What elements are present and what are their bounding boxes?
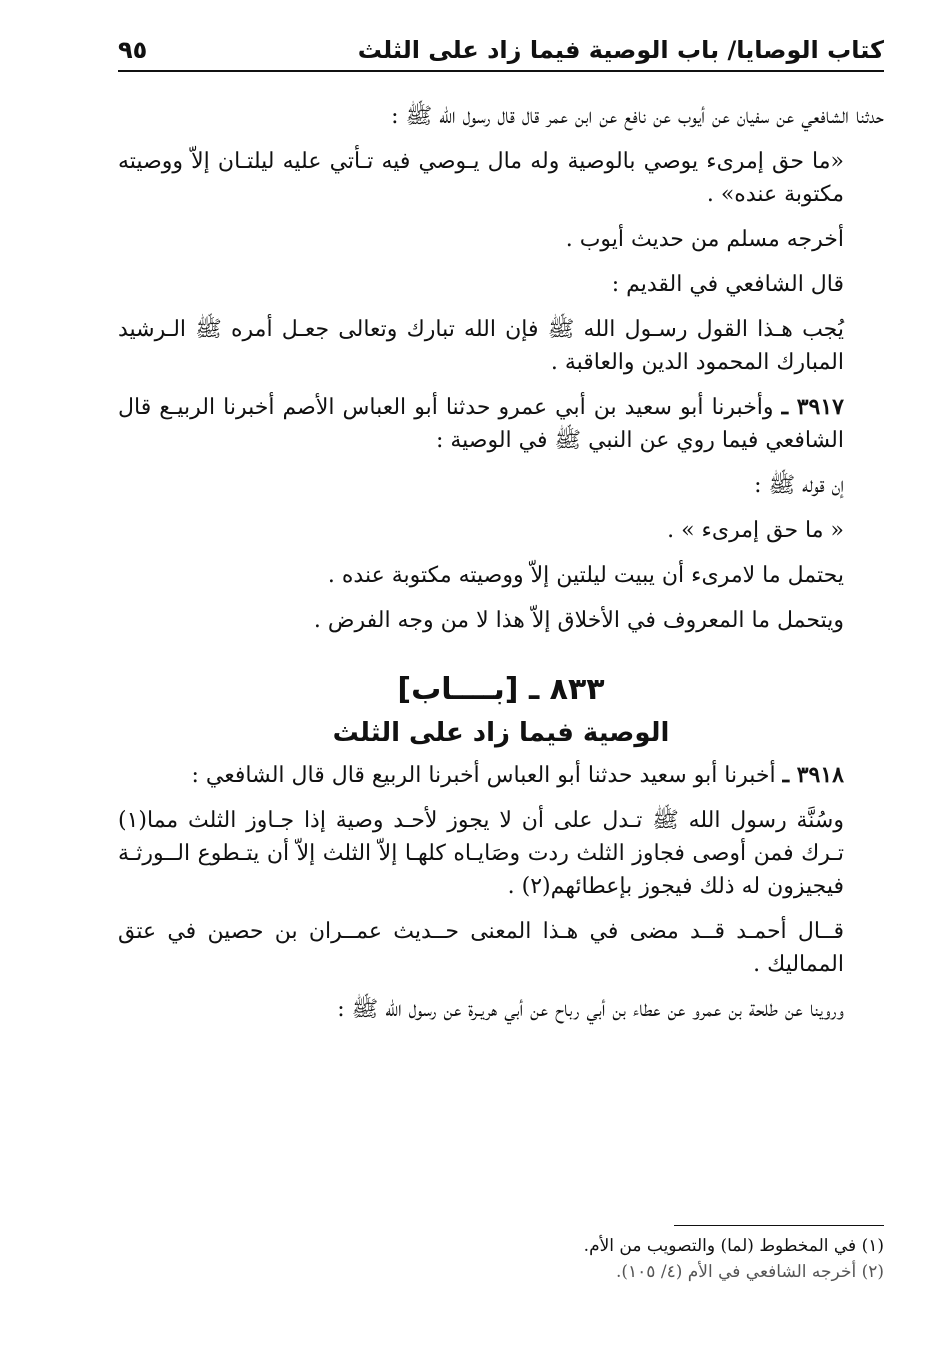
paragraph: يحتمل ما لامرىء أن يبيت ليلتين إلاّ ووصيته مكتوبة عنده . [327,563,844,588]
hadith-number: ٣٩١٧ ـ [781,394,844,420]
running-header [118,30,884,72]
paragraph: يُجب هـذا القول رسـول الله ﷺ فإن الله تبارك وتعالى جعـل أمره ﷺ الـرشيد المبارك المحمود الدين والعاقبة . [118,317,844,375]
paragraph: حدثنا الشافعي عن سفيان عن أيوب عن نافع عن ابن عمر قال قال رسول الله ﷺ : [391,104,884,129]
hadith-text: وأخبرنا أبو سعيد بن أبي عمرو حدثنا أبو العباس الأصم أخبرنا الربيـع قال الشافعي فيما روي عن النبي ﷺ في الوصية : [118,395,844,453]
paragraph: إن قوله ﷺ : [754,473,844,498]
hadith-number: ٣٩١٨ ـ [782,762,844,788]
running-title: كتاب الوصايا/ باب الوصية فيما زاد على الثلث [357,36,884,64]
paragraph: « ما حق إمرىء » . [667,518,844,543]
paragraph: وروينا عن طلحة بن عمرو عن عطاء بن أبي رباح عن أبي هريـرة عن رسول الله ﷺ : [337,997,844,1022]
hadith-3918 [118,759,884,792]
chapter-number: ٨٣٣ ـ [بــــاب] [397,672,605,707]
chapter-title: الوصية فيما زاد على الثلث [332,718,670,748]
hadith-3917 [118,391,884,457]
chapter-heading [118,667,884,753]
footnotes [118,1225,884,1285]
hadith-text: أخبرنا أبو سعيد حدثنا أبو العباس أخبرنا الربيع قال قال الشافعي : [191,763,776,788]
page-number: ٩٥ [118,36,148,64]
paragraph: قــال أحمـد قــد مضى في هـذا المعنى حــديث عمــران بن حصين في عتق المماليك . [118,919,844,977]
paragraph: وسُنَّة رسول الله ﷺ تـدل على أن لا يجوز لأحـد وصية إذا جـاوز الثلث مما(١) تـرك فمن أوصى فجاوز الثلث ردت وصَايـاه كلهـا إلاّ الثلث إلاّ أن يتـطوع الــورثـة فيجيزون له ذلك فيجوز بإعطائهم(٢) . [118,808,844,899]
footnote-divider [674,1225,884,1226]
paragraph: أخرجه مسلم من حديث أيوب . [565,227,844,252]
main-text [118,100,884,1038]
paragraph: قال الشافعي في القديم : [611,272,844,297]
footnote: (١) في المخطوط (لما) والتصويب من الأم. [583,1236,884,1256]
paragraph: «ما حق إمرىء يوصي بالوصية وله مال يـوصي فيه تـأتي عليه ليلتـان إلاّ ووصيته مكتوبة عنده» . [118,149,845,207]
footnote: (٢) أخرجه الشافعي في الأم (٤/ ١٠٥). [615,1261,884,1282]
paragraph: ويتحمل ما المعروف في الأخلاق إلاّ هذا لا من وجه الفرض . [313,608,844,633]
